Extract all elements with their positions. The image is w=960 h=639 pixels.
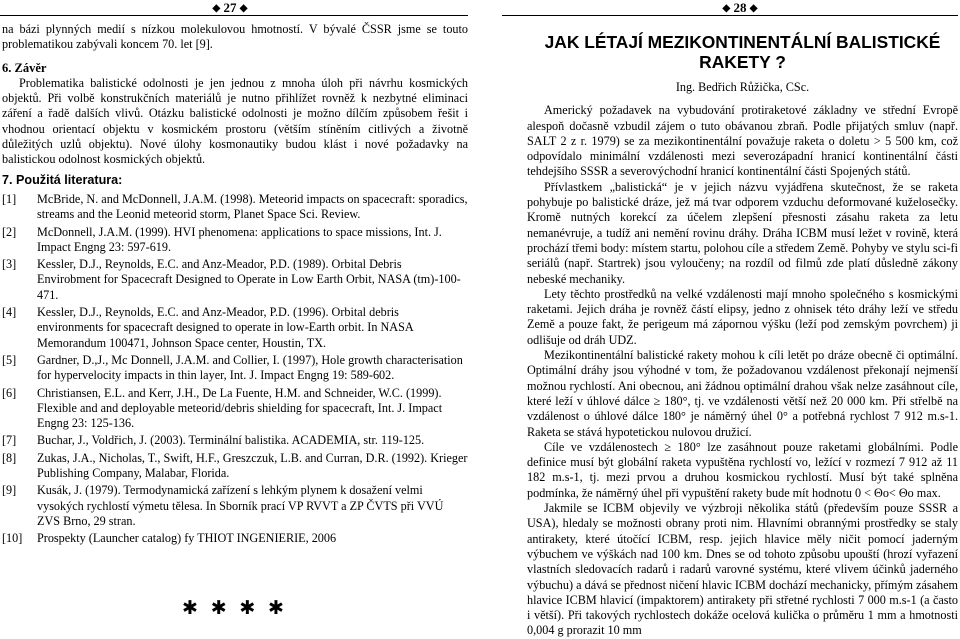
section-6-paragraph: Problematika balistické odolnosti je jen jednou z mnoha úloh při návrhu kosmických objektů. Při volbě konstrukčních materiálů je nutno přihlížet rovněž k nezbytné eliminaci záření a řadě dalších vlivů. Otázku balistické odolnosti je možno dílčím způsobem řešit i vhodnou orientací objektu v kosmickém prostoru (větším stíněním citlivých a životně důležitých uzlů objektu). Nové úlohy kosmonautiky budou klást i nové požadavky na balistickou odolnost kosmických objektů.	[2, 75, 468, 167]
diamond-ornament-icon: ◆	[212, 3, 221, 14]
reference-text: Kessler, D.J., Reynolds, E.C. and Anz-Meador, P.D. (1996). Orbital debris environments for spacecraft designed to operate in low-Earth orbit. In NASA Memorandum 100471, Johnson Space center, Houstin, TX.	[37, 305, 414, 350]
diamond-ornament-icon: ◆	[749, 3, 758, 14]
reference-item	[2, 433, 468, 448]
reference-text: McDonnell, J.A.M. (1999). HVI phenomena: applications to space missions, Int. J. Impact Engng 23: 597-619.	[37, 224, 442, 254]
reference-item	[2, 483, 468, 529]
page-number-right	[705, 0, 775, 14]
right-column	[527, 22, 958, 639]
page-number-right-value: 28	[733, 0, 747, 15]
reference-text: Buchar, J., Voldřich, J. (2003). Terminální balistika. ACADEMIA, str. 119-125.	[37, 433, 425, 448]
reference-number: [6]	[2, 385, 17, 400]
reference-number: [3]	[2, 257, 17, 272]
intro-paragraph: na bázi plynných medií s nízkou molekulovou hmotností. V bývalé ČSSR jsme se touto problematikou zabývali koncem 70. let [9].	[2, 22, 468, 52]
reference-text: McBride, N. and McDonnell, J.A.M. (1998). Meteorid impacts on spacecraft: sporadics, streams and the Leonid meteorid storm, Planet Space Sci. Review.	[37, 191, 468, 222]
reference-list	[2, 192, 468, 547]
reference-number: [8]	[2, 450, 17, 465]
reference-item	[2, 225, 468, 256]
left-column	[2, 22, 468, 549]
article-paragraph: Americký požadavek na vybudování protiraketové základny ve střední Evropě alespoň dočasně vzbudil zájem o tuto obávanou zbraň. Podle přijatých smluv (např. SALT 2 z r. 1979) se za mezikontinentální považuje raketa o doletu > 5 500 km, což odpovídalo minimální vzdálenosti mezi severozápadní hranicí kontinentální části tehdejšího SSSR a severovýchodní hranicí kontinentální části Spojených států.	[527, 103, 958, 179]
reference-number: [2]	[2, 224, 17, 239]
article-paragraph: Přívlastkem „balistická“ je v jejich názvu vyjádřena skutečnost, že se raketa pohybuje po balistické dráze, jež má tvar odporem vzduchu deformované kuželosečky. Kromě nutných korekcí za účelem zlepšení přesnosti zásahu raketa za letu nemanévruje, a tudíž ani nemění rovinu dráhy. Dráha ICBM musí ležet v rovině, která prochází třemi body: místem startu, polohou cíle a středem Země. Pohyby ve stylu sci-fi seriálů (např. Startrek) jsou vyloučeny; na rozdíl od filmů zde platí důsledně zákony nebeské mechaniky.	[527, 179, 958, 286]
article-paragraph: Jakmile se ICBM objevily ve výzbroji několika států (především pouze SSSR a USA), hledaly se možnosti obrany proti nim. Hlavními obrannými prostředky se staly antirakety, které útočící ICBM, resp. jejich hlavice měly ničit pomocí jaderným výbuchem ve výškách nad 100 km. Dnes se od tohoto způsobu upouští (hrozí vyřazení vlastních sledovacích radarů i radarů varovné systému, které vlivem účinků jaderného výbuchu) a dává se přednost ničení hlavic ICBM dochází mechanicky, přímým zásahem hlavice ICBM hlavicí (impaktorem) antirakety při střetné rychlosti 7 000 m.s-1 (a často i větší). Při takových rychlostech dokáže ocelová kulička o průměru 1 mm a hmotnosti 0,004 g prorazit 10 mm	[527, 501, 958, 638]
page-number-left-value: 27	[223, 0, 237, 15]
diamond-ornament-icon: ◆	[239, 3, 248, 14]
page-number-left	[195, 0, 265, 14]
article-paragraph: Mezikontinentální balistické rakety mohou k cíli letět po dráze obecně či optimální. Optimální dráhy jsou výhodné v tom, že požadovanou vzdálenost překonají nejmenší možnou rychlostí. Ani obecnou, ani žádnou optimální drahou však nelze zasáhnout cíle, které leží v úhlové dálce ≥ 180°, tj. ve vzdálenosti větší než 20 000 km. Při střelbě na vzdálenost o úhlové dálce 180° je náměrný úhel 0° a potřebná rychlost 7 912 m.s-1. Raketa se stává hypotetickou nulovou družicí.	[527, 348, 958, 439]
reference-number: [5]	[2, 352, 17, 367]
article-paragraph: Lety těchto prostředků na velké vzdálenosti mají mnoho společného s kosmickými raketami. Jejich dráha je rovněž částí elipsy, jedno z ohnisek této dráhy leží ve středu Země a pouze fakt, že perigeum má zápornou výšku (leží pod zemským povrchem) ji odlišuje od dráh UDZ.	[527, 286, 958, 347]
reference-text: Zukas, J.A., Nicholas, T., Swift, H.F., Greszczuk, L.B. and Curran, D.R. (1992). Krieger Publishing Company, Malabar, Florida.	[37, 450, 468, 481]
end-of-article-stars: ✱ ✱ ✱ ✱	[182, 598, 288, 619]
reference-item	[2, 353, 468, 384]
reference-number: [9]	[2, 483, 17, 498]
reference-item	[2, 257, 468, 303]
article-body	[527, 103, 958, 638]
reference-item	[2, 531, 468, 546]
reference-item	[2, 192, 468, 223]
header-rule-right	[502, 15, 958, 16]
reference-number: [7]	[2, 433, 17, 448]
reference-number: [10]	[2, 531, 23, 546]
reference-text: Kessler, D.J., Reynolds, E.C. and Anz-Meador, P.D. (1989). Orbital Debris Envirobment for Spacecraft Designed to Operate in Low Earth Orbit, NASA (tm)-100-471.	[37, 257, 461, 302]
reference-item	[2, 386, 468, 432]
section-heading-7: 7. Použitá literatura:	[2, 172, 123, 187]
header-rule-left	[0, 15, 468, 16]
section-heading-6: 6. Závěr	[2, 60, 47, 75]
article-author: Ing. Bedřich Růžička, CSc.	[675, 80, 810, 94]
reference-text: Gardner, D.,J., Mc Donnell, J.A.M. and Collier, I. (1997), Hole growth characterisation for hypervelocity impacts in thin layer, Int. J. Impact Engng 19: 589-602.	[37, 352, 463, 383]
reference-item	[2, 451, 468, 482]
diamond-ornament-icon: ◆	[722, 3, 731, 14]
reference-text: Kusák, J. (1979). Termodynamická zařízení s lehkým plynem k dosažení velmi vysokých rychlostí výmetu tělesa. In Sborník prací VP RVVT a ZP ČVTS při VVÚ ZVS Brno, 29 stran.	[37, 483, 444, 528]
reference-number: [4]	[2, 305, 17, 320]
article-paragraph: Cíle ve vzdálenostech ≥ 180° lze zasáhnout pouze raketami globálními. Podle definice musí být globální raketa vypuštěna rychlostí vo, ležící v rozmezí 7 912 až 11 182 m.s-1, tj. mezi prvou a druhou kosmickou rychlostí. Musí být také splněna podmínka, že náměrný úhel při vypuštění rakety bude mít hodnotu 0 < Θo< Θo max.	[527, 439, 958, 500]
reference-item	[2, 305, 468, 351]
article-title: JAK LÉTAJÍ MEZIKONTINENTÁLNÍ BALISTICKÉ RAKETY ?	[544, 32, 941, 72]
reference-number: [1]	[2, 191, 17, 206]
reference-text: Prospekty (Launcher catalog) fy THIOT INGENIERIE, 2006	[37, 531, 337, 546]
reference-text: Christiansen, E.L. and Kerr, J.H., De La Fuente, H.M. and Schneider, W.C. (1999). Flexible and and deployable meteorid/debris shielding for spacecraft, Int. J. Impact Engng 23: 125-136.	[37, 385, 443, 431]
